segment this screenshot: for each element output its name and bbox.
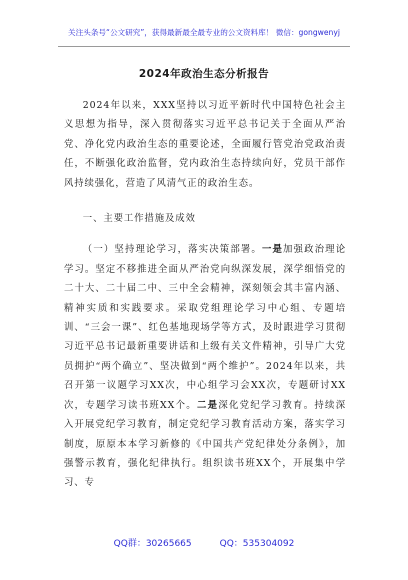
qq-number: QQ：535304092: [219, 539, 295, 549]
header-divider: [58, 46, 350, 47]
promo-banner: 关注头条号“公文研究”，获得最新最全最专业的公文资料库！ 微信：gongwenyj: [68, 28, 340, 37]
footer-contact: [0, 536, 408, 549]
section-heading: 一、主要工作措施及成效: [82, 213, 196, 225]
qq-group-number: QQ群：30265665: [113, 539, 192, 549]
para-lead: （一）坚持理论学习，落实决策部署。: [82, 244, 262, 256]
document-body: [64, 96, 346, 493]
point-one-text: 加强政治理论学习。坚定不移推进全面从严治党向纵深发展，深学细悟党的二十大、二十届二中、三中全会精神，深刻领会其丰富内涵、精神实质和实践要求。采取党组理论学习中心组、专题培训、“三会一课”、红色基地现场学等方式，及时跟进学习贯彻习近平总书记最新重要讲话和上级有关文件精神，引导广大党员拥护“两个确立”、坚决做到“两个维护”。2024年以来，共召开第一议题学习XX次，中心组学习会XX次，专题研讨XX次，专题学习读书班XX个。: [64, 244, 346, 411]
point-two-text: 深化党纪学习教育。持续深入开展党纪学习教育，制定党纪学习教育活动方案，落实学习制度，原原本本学习新修的《中国共产党纪律处分条例》，加强警示教育，强化纪律执行。组织读书班XX个，开展集中学习、专: [64, 399, 346, 489]
intro-paragraph: 2024年以来，XXX坚持以习近平新时代中国特色社会主义思想为指导，深入贯彻落实习近平总书记关于全面从严治党、净化党内政治生态的重要论述，全面履行管党治党政治责任，不断强化政治监督，党内政治生态持续向好，党员干部作风持续强化，营造了风清气正的政治生态。: [64, 100, 346, 189]
document-title: 2024年政治生态分析报告: [138, 68, 270, 80]
measures-paragraph: [64, 240, 346, 492]
point-two-label: 二是: [196, 399, 219, 411]
point-one-label: 一是: [261, 244, 284, 256]
